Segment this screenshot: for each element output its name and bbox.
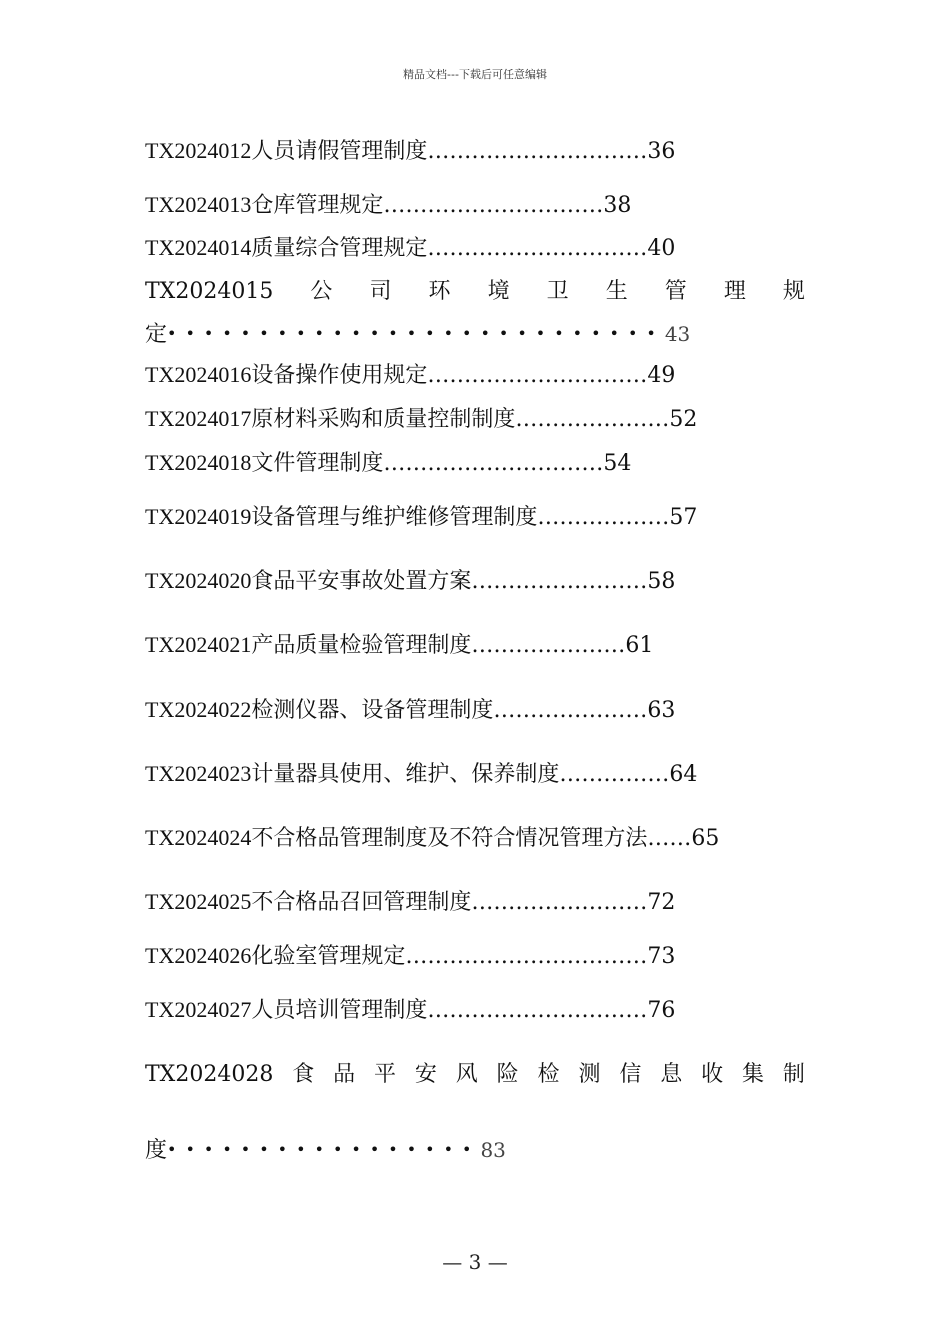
- toc-title-char: 收: [701, 1062, 724, 1087]
- toc-entry-continuation: [145, 1136, 506, 1165]
- toc-entry: [145, 567, 675, 596]
- toc-page: 57: [669, 505, 698, 530]
- toc-entry: [145, 137, 675, 166]
- toc-entry: [145, 234, 675, 263]
- toc-title-tail: 度: [145, 1138, 168, 1163]
- toc-entry: [145, 824, 719, 853]
- toc-leader: …………………………: [427, 998, 648, 1023]
- toc-page: 54: [603, 451, 632, 476]
- toc-title: 计量器具使用、维护、保养制度: [251, 762, 560, 787]
- toc-title: 仓库管理规定: [251, 193, 384, 218]
- toc-title-char: 环: [428, 279, 451, 304]
- toc-title-char: 理: [723, 279, 746, 304]
- toc-title: 原材料采购和质量控制制度: [251, 407, 516, 432]
- page-number: — 3 —: [442, 1250, 508, 1274]
- toc-entry: [145, 760, 697, 789]
- toc-page: 43: [664, 322, 691, 346]
- toc-title-char: 平: [373, 1062, 396, 1087]
- toc-code: TX2024021: [145, 632, 252, 657]
- toc-page: 73: [647, 944, 676, 969]
- toc-leader: ……………………: [471, 569, 648, 594]
- toc-entry: [145, 631, 653, 660]
- toc-page: 58: [647, 569, 676, 594]
- toc-code: TX2024022: [145, 697, 252, 722]
- toc-code: TX2024017: [145, 406, 252, 431]
- toc-title: 食品平安事故处置方案: [251, 569, 472, 594]
- toc-code: TX2024028: [145, 1062, 274, 1087]
- toc-code: TX2024020: [145, 568, 252, 593]
- toc-title: 不合格品召回管理制度: [251, 890, 472, 915]
- toc-leader: ……: [647, 826, 692, 851]
- toc-title: 设备操作使用规定: [251, 363, 428, 388]
- toc-page: 38: [603, 193, 632, 218]
- toc-page: 36: [647, 139, 676, 164]
- toc-leader: ………………: [537, 505, 670, 530]
- toc-code: TX2024016: [145, 362, 252, 387]
- toc-entry: [145, 405, 697, 434]
- toc-title: 产品质量检验管理制度: [251, 633, 472, 658]
- toc-page: 65: [691, 826, 720, 851]
- toc-entry: [145, 503, 697, 532]
- toc-title: 化验室管理规定: [251, 944, 406, 969]
- toc-title-char: 生: [605, 279, 628, 304]
- toc-title-char: 食: [292, 1062, 315, 1087]
- toc-entry: [145, 361, 675, 390]
- toc-page: 72: [647, 890, 676, 915]
- toc-leader: …………………: [515, 407, 670, 432]
- toc-title-char: 安: [414, 1062, 437, 1087]
- toc-leader: …………………: [493, 698, 648, 723]
- toc-code: TX2024012: [145, 138, 252, 163]
- toc-title-char: 险: [496, 1062, 519, 1087]
- toc-leader: ……………: [559, 762, 670, 787]
- toc-title-tail: 定: [145, 322, 168, 347]
- toc-code: TX2024025: [145, 889, 252, 914]
- toc-leader: …………………………: [383, 451, 604, 476]
- toc-leader: …………………………: [427, 363, 648, 388]
- toc-page: 76: [647, 998, 676, 1023]
- toc-title-char: 风: [455, 1062, 478, 1087]
- toc-page: 52: [669, 407, 698, 432]
- toc-page: 63: [647, 698, 676, 723]
- toc-title-char: 信: [619, 1062, 642, 1087]
- toc-code: TX2024014: [145, 235, 252, 260]
- toc-code: TX2024019: [145, 504, 252, 529]
- toc-title-char: 卫: [546, 279, 569, 304]
- toc-title-char: 测: [578, 1062, 601, 1087]
- toc-code: TX2024027: [145, 997, 252, 1022]
- toc-entry: [145, 942, 675, 971]
- toc-leader: …………………: [471, 633, 626, 658]
- toc-code: TX2024026: [145, 943, 252, 968]
- toc-bullet-leader: •••••••••••••••••: [167, 1140, 481, 1159]
- toc-page: 64: [669, 762, 698, 787]
- toc-page: 83: [480, 1138, 506, 1162]
- toc-leader: ……………………: [471, 890, 648, 915]
- toc-title-char: 司: [369, 279, 392, 304]
- toc-code: TX2024024: [145, 825, 252, 850]
- toc-title-char: 品: [333, 1062, 356, 1087]
- toc-entry: [145, 888, 675, 917]
- toc-title-char: 公: [310, 279, 333, 304]
- toc-title-char: 息: [660, 1062, 683, 1087]
- toc-title: 不合格品管理制度及不符合情况管理方法: [251, 826, 648, 851]
- toc-title-char: 制: [782, 1062, 805, 1087]
- toc-bullet-leader: •••••••••••••••••••••••••••: [167, 324, 665, 343]
- toc-title-char: 境: [487, 279, 510, 304]
- toc-entry-justified: [145, 278, 805, 306]
- page-header: 精品文档---下载后可任意编辑: [403, 68, 547, 81]
- toc-entry: [145, 996, 675, 1025]
- toc-title-char: 管: [664, 279, 687, 304]
- toc-leader: …………………………: [383, 193, 604, 218]
- toc-title-char: 规: [782, 279, 805, 304]
- toc-title: 质量综合管理规定: [251, 236, 428, 261]
- toc-leader: ……………………………: [405, 944, 648, 969]
- toc-title: 人员请假管理制度: [251, 139, 428, 164]
- toc-page: 61: [625, 633, 654, 658]
- toc-title: 人员培训管理制度: [251, 998, 428, 1023]
- toc-title: 文件管理制度: [251, 451, 384, 476]
- toc-code: TX2024023: [145, 761, 252, 786]
- toc-title: 检测仪器、设备管理制度: [251, 698, 494, 723]
- toc-leader: …………………………: [427, 236, 648, 261]
- toc-title-char: 检: [537, 1062, 560, 1087]
- toc-code: TX2024018: [145, 450, 252, 475]
- toc-leader: …………………………: [427, 139, 648, 164]
- toc-entry: [145, 696, 675, 725]
- toc-entry: [145, 449, 631, 478]
- toc-page: 49: [647, 363, 676, 388]
- toc-page: 40: [647, 236, 676, 261]
- toc-code: TX2024013: [145, 192, 252, 217]
- toc-entry-continuation: [145, 320, 690, 349]
- toc-entry: [145, 191, 631, 220]
- toc-title: 设备管理与维护维修管理制度: [251, 505, 538, 530]
- toc-code: TX2024015: [145, 279, 274, 304]
- toc-title-char: 集: [742, 1062, 765, 1087]
- toc-entry-justified: [145, 1061, 805, 1089]
